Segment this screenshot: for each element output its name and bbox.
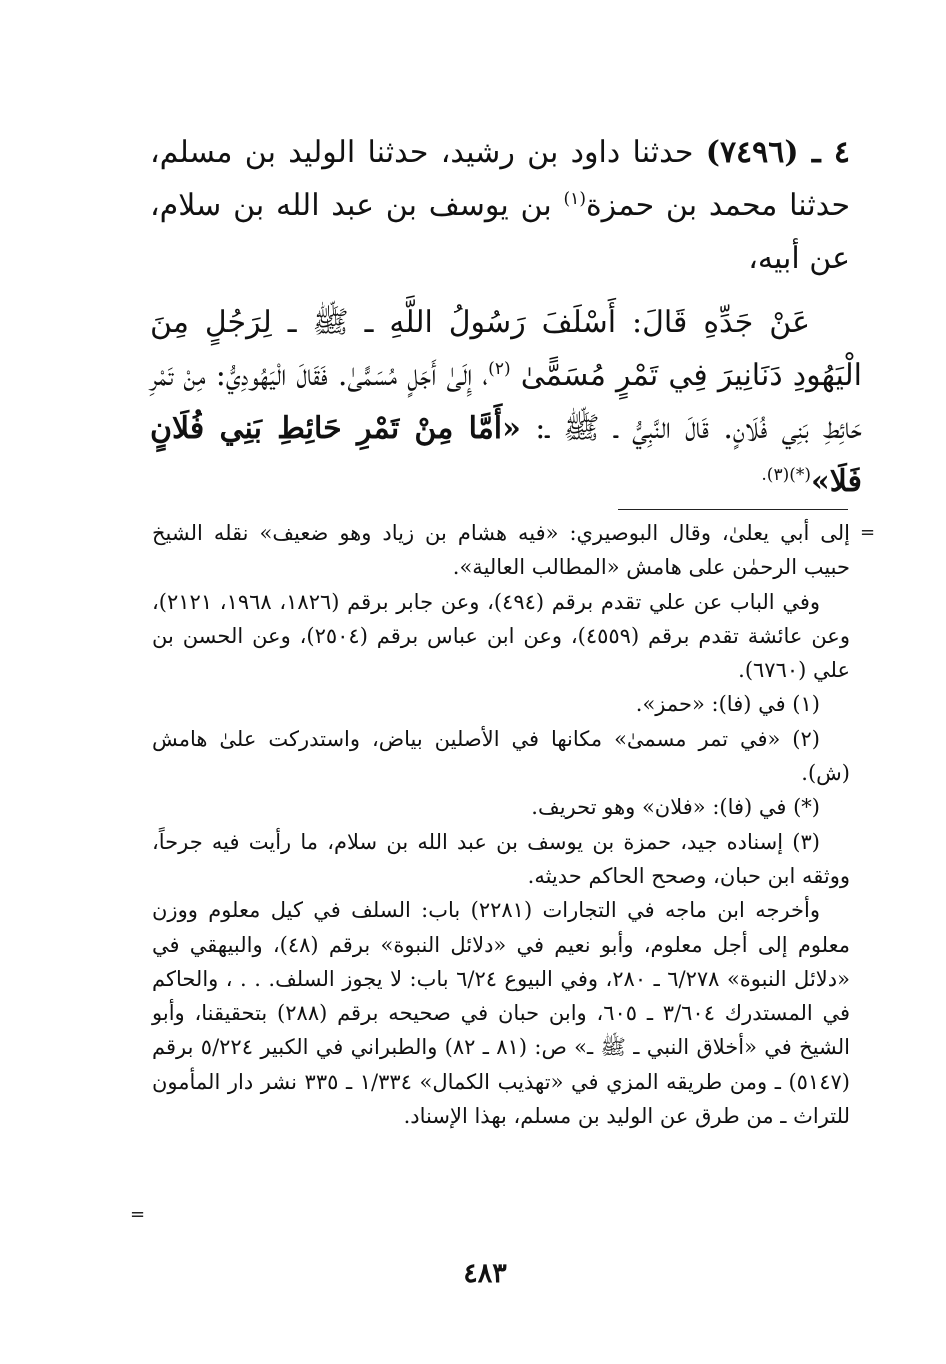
hadith-matn: [150, 296, 862, 508]
page-number: ٤٨٣: [463, 1258, 507, 1289]
footnotes: [152, 516, 850, 1133]
footnote-1: (١) في (فا): «حمز».: [635, 692, 820, 717]
footnote-3: (٣) إسناده جيد، حمزة بن يوسف بن عبد الله بن سلام، ما رأيت فيه جرحاً، ووثقه ابن حبان، وصحح الحاكم حديثه.: [152, 829, 850, 888]
continuation-mark-bottom: =: [130, 1204, 146, 1225]
continuation-mark-top: =: [860, 522, 876, 543]
footnote-continued: إلى أبي يعلىٰ، وقال البوصيري: «فيه هشام بن زياد وهو ضعيف» نقله الشيخ حبيب الرحمٰن على هامش «المطالب العالية».: [152, 521, 850, 580]
isnad-text-2: بن يوسف بن عبد الله بن سلام، عن أبيه،: [150, 188, 850, 276]
matn-text-2: ، إِلَىٰ أَجَلٍ مُسَمًّىٰ. فَقَالَ الْيَهُودِيُّ: مِنْ تَمْرِ حَائِطِ بَنِي فُلَانٍ. قَالَ النَّبِيُّ ـ ﷺ ـ:: [150, 358, 862, 446]
footnote-separator: [618, 509, 848, 510]
footnote-marker-3: (*)(٣).: [761, 465, 811, 485]
footnote-marker-2: (٢): [488, 359, 511, 379]
isnad-paragraph: [150, 126, 850, 285]
hadith-number: ٤ ـ (٧٤٩٦): [705, 135, 850, 170]
footnote-bab: وفي الباب عن علي تقدم برقم (٤٩٤)، وعن جابر برقم (١٨٢٦، ١٩٦٨، ٢١٢١)، وعن عائشة تقدم برقم (٤٥٥٩)، وعن ابن عباس برقم (٢٥٠٤)، وعن الحسن بن علي (٦٧٦٠).: [152, 589, 850, 683]
hadith-isnad: [150, 126, 850, 285]
matn-text-1: عَنْ جَدِّهِ قَالَ: أَسْلَفَ رَسُولُ اللَّهِ ـ ﷺ ـ لِرَجُلٍ مِنَ الْيَهُودِ دَنَانِيرَ فِي تَمْرٍ مُسَمًّىٰ: [150, 305, 862, 393]
matn-paragraph: [150, 296, 862, 508]
footnote-takhrij: وأخرجه ابن ماجه في التجارات (٢٢٨١) باب: السلف في كيل معلوم ووزن معلوم إلى أجل معلوم، وأبو نعيم في «دلائل النبوة» برقم (٤٨)، والبيهقي في «دلائل النبوة» ٦/٢٧٨ ـ ٢٨٠، وفي البيوع ٦/٢٤ باب: لا يجوز السلف. . . ، والحاكم في المستدرك ٣/٦٠٤ ـ ٦٠٥، وابن حبان في صحيحه برقم (٢٨٨) بتحقيقنا، وأبو الشيخ في «أخلاق النبي ـ ﷺ ـ» ص: (٨١ ـ ٨٢) والطبراني في الكبير ٥/٢٢٤ برقم (٥١٤٧) ـ ومن طريقه المزي في «تهذيب الكمال» ١/٣٣٤ ـ ٣٣٥ نشر دار المأمون للتراث ـ من طرق عن الوليد بن مسلم، بهذا الإسناد.: [152, 898, 851, 1129]
isnad-text-1: حدثنا داود بن رشيد، حدثنا الوليد بن مسلم، حدثنا محمد بن حمزة: [150, 135, 850, 223]
footnote-star: (*) في (فا): «فلان» وهو تحريف.: [531, 795, 820, 820]
footnote-marker-1: (١): [563, 189, 586, 209]
prophet-quote: «أَمَّا مِنْ تَمْرِ حَائِطِ بَنِي فُلَانٍ فَلَا»: [150, 411, 862, 499]
footnote-2: (٢) «في تمر مسمىٰ» مكانها في الأصلين بياض، واستدركت علىٰ هامش (ش).: [152, 726, 850, 786]
